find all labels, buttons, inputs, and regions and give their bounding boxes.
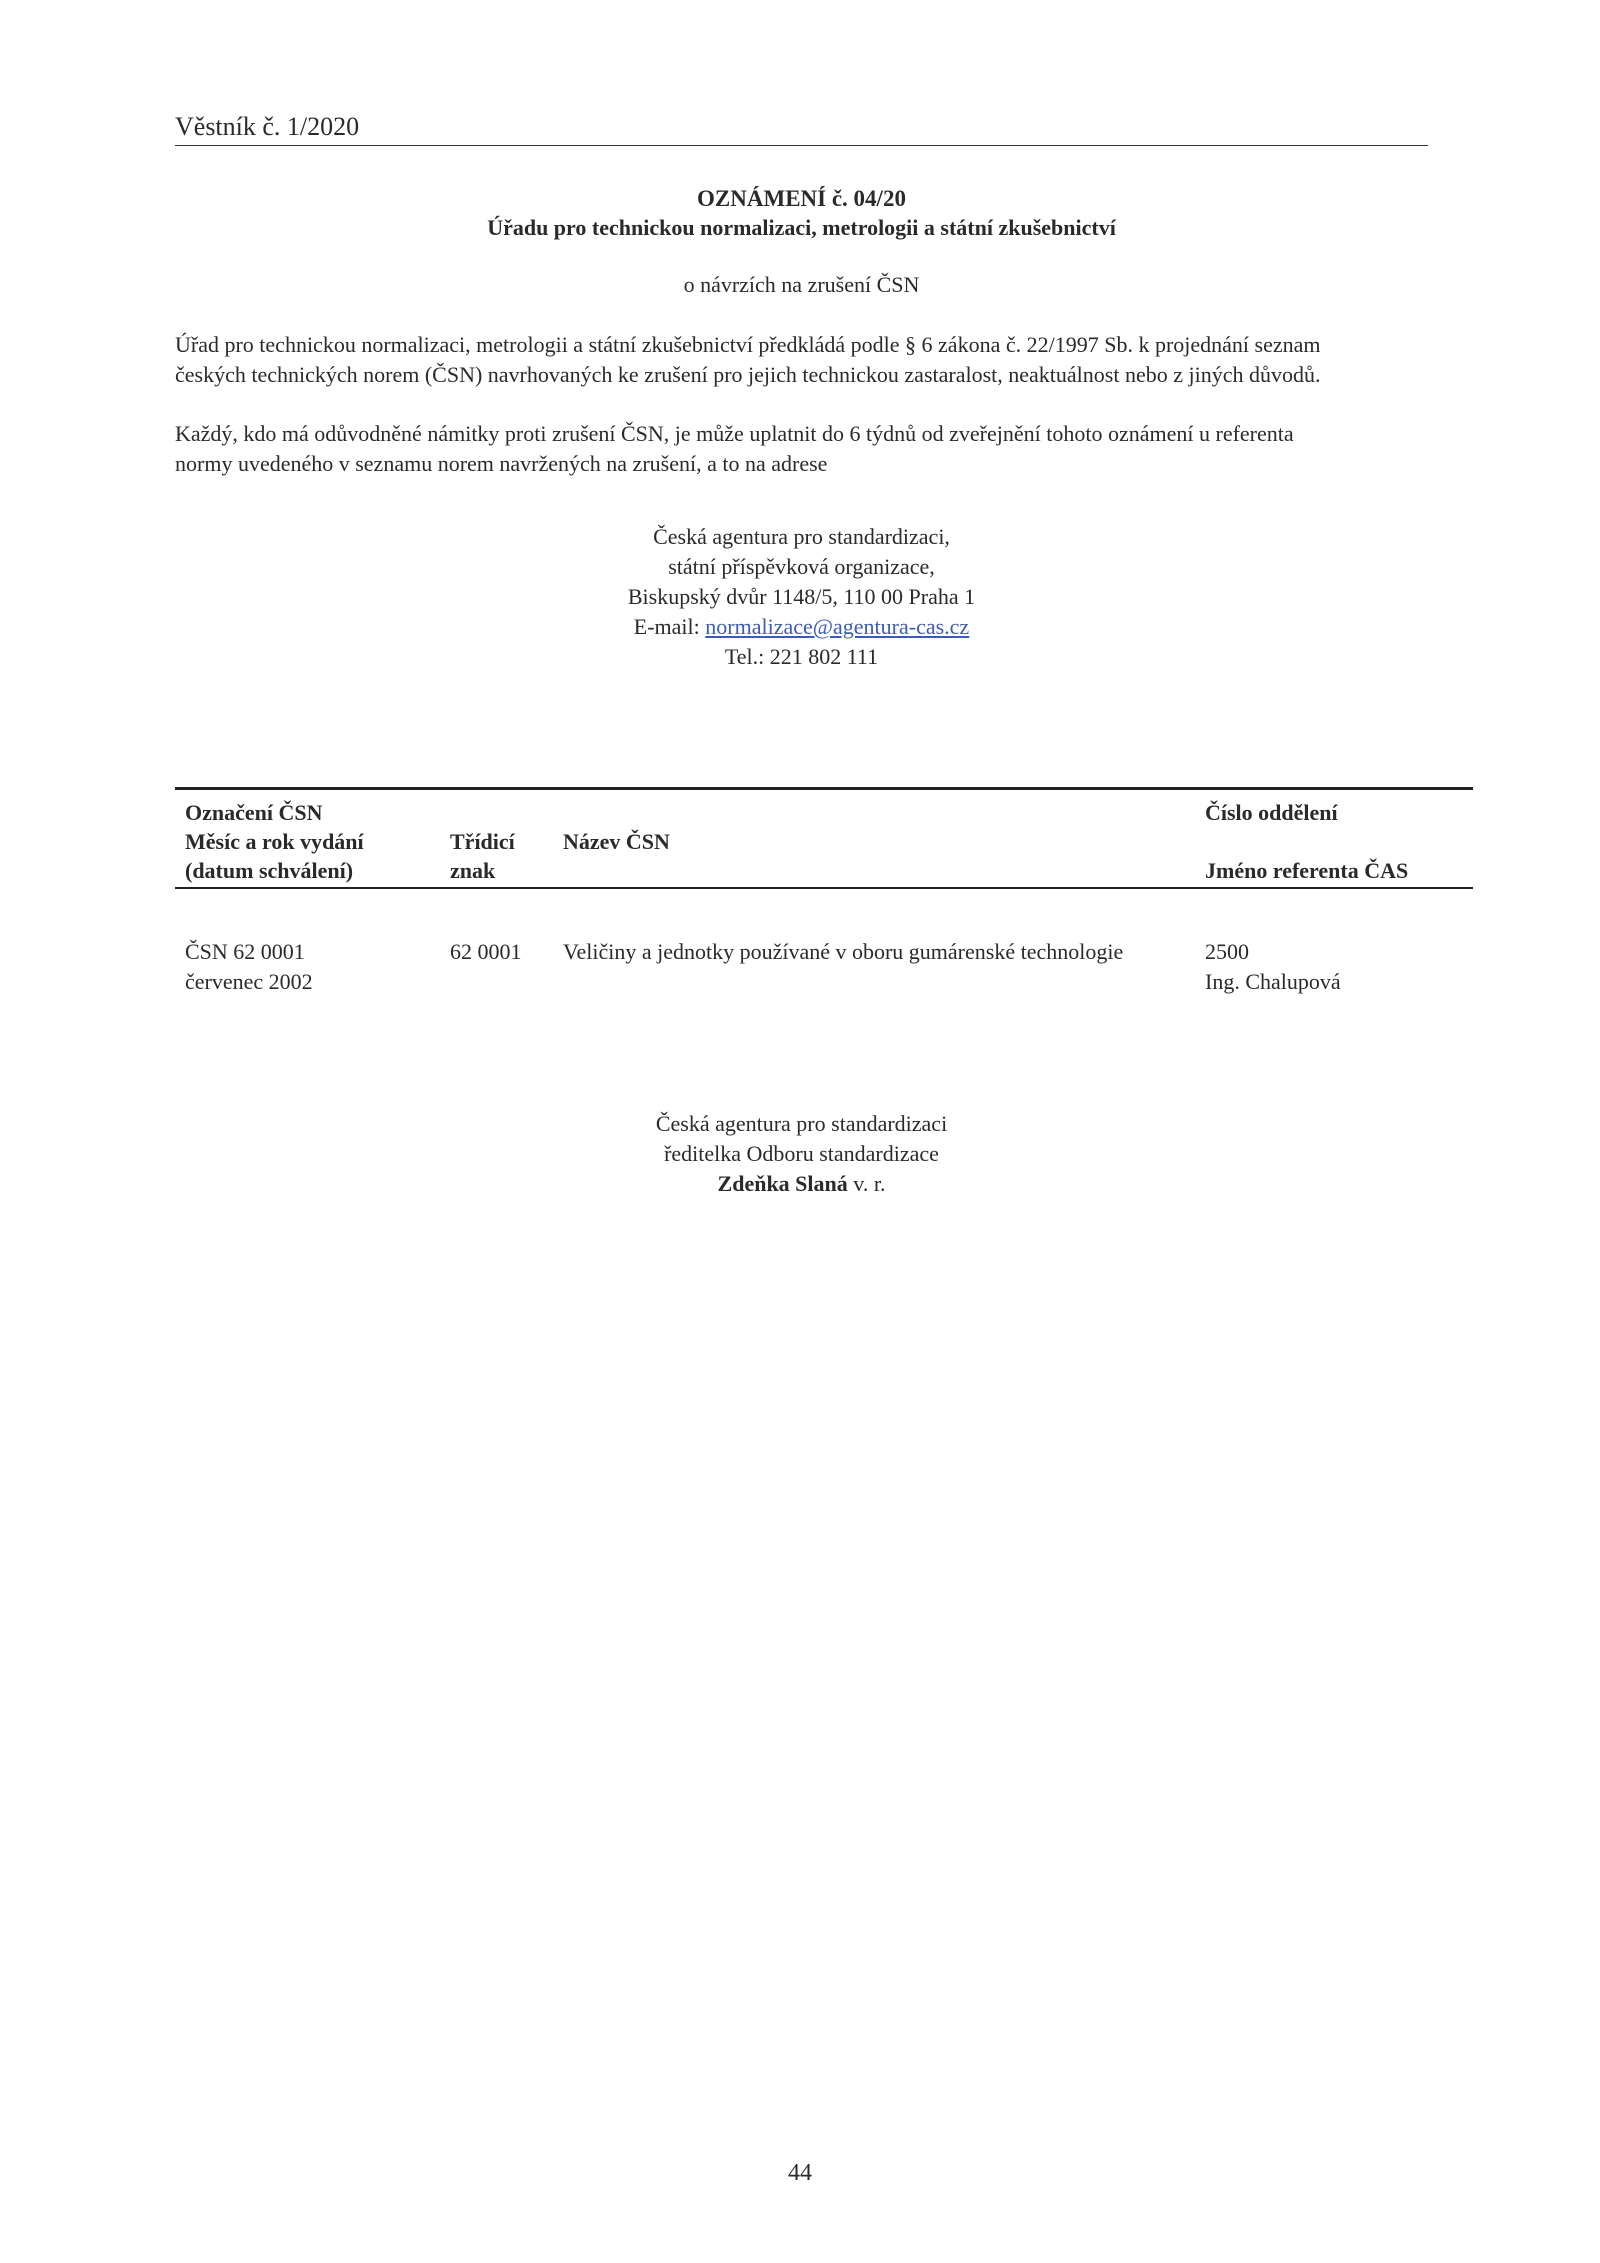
objection-paragraph-line: Každý, kdo má odůvodněné námitky proti zrušení ČSN, je může uplatnit do 6 týdnů od zveřejnění tohoto oznámení u referenta (175, 421, 1294, 446)
table-header-code: Třídicí (450, 829, 515, 854)
table-header-date: Měsíc a rok vydání (185, 829, 364, 854)
signature-name: Zdeňka Slaná (717, 1171, 848, 1196)
table-header-dept: Číslo oddělení (1205, 800, 1338, 825)
signature-suffix: v. r. (847, 1171, 886, 1196)
address-org: Česká agentura pro standardizaci, (653, 524, 950, 549)
table-header-rule (175, 887, 1473, 889)
address-email-line (175, 612, 1428, 642)
header-divider (175, 145, 1428, 146)
objection-paragraph (175, 419, 1428, 479)
page-number: 44 (788, 2160, 812, 2186)
row-referent: Ing. Chalupová (1205, 969, 1341, 994)
table-top-rule (175, 787, 1473, 790)
intro-paragraph-line: českých technických norem (ČSN) navrhovaných ke zrušení pro jejich technickou zastaralost, neaktuálnost nebo z jiných důvodů. (175, 362, 1321, 387)
email-link[interactable]: normalizace@agentura-cas.cz (705, 614, 970, 639)
signature-block (175, 1109, 1428, 1199)
table-header-name: Název ČSN (563, 829, 670, 854)
notice-subject: o návrzích na zrušení ČSN (683, 272, 920, 297)
address-block (175, 522, 1428, 672)
address-phone: Tel.: 221 802 111 (724, 644, 879, 669)
row-designation: ČSN 62 0001 (185, 939, 305, 964)
table-header-code-sub: znak (450, 858, 496, 883)
objection-paragraph-line: normy uvedeného v seznamu norem navržených na zrušení, a to na adrese (175, 451, 828, 476)
signature-role: ředitelka Odboru standardizace (664, 1141, 939, 1166)
table-header-referent: Jméno referenta ČAS (1205, 858, 1409, 883)
table-header-designation: Označení ČSN (185, 800, 323, 825)
email-label: E-mail: (633, 614, 706, 639)
page-header-title: Věstník č. 1/2020 (175, 112, 360, 141)
row-dept: 2500 (1205, 939, 1249, 964)
signature-org: Česká agentura pro standardizaci (655, 1111, 948, 1136)
intro-paragraph-line: Úřad pro technickou normalizaci, metrologii a státní zkušebnictví předkládá podle § 6 zákona č. 22/1997 Sb. k projednání seznam (175, 332, 1321, 357)
row-code: 62 0001 (450, 939, 522, 964)
table-header-approval: (datum schválení) (185, 858, 354, 883)
notice-title: OZNÁMENÍ č. 04/20 (697, 186, 906, 211)
notice-authority: Úřadu pro technickou normalizaci, metrologii a státní zkušebnictví (487, 215, 1116, 240)
address-org-type: státní příspěvková organizace, (668, 554, 935, 579)
signature-name-line (175, 1169, 1428, 1199)
row-date: červenec 2002 (185, 969, 313, 994)
address-street: Biskupský dvůr 1148/5, 110 00 Praha 1 (627, 584, 976, 609)
row-name: Veličiny a jednotky používané v oboru gumárenské technologie (563, 939, 1124, 964)
intro-paragraph (175, 330, 1428, 390)
